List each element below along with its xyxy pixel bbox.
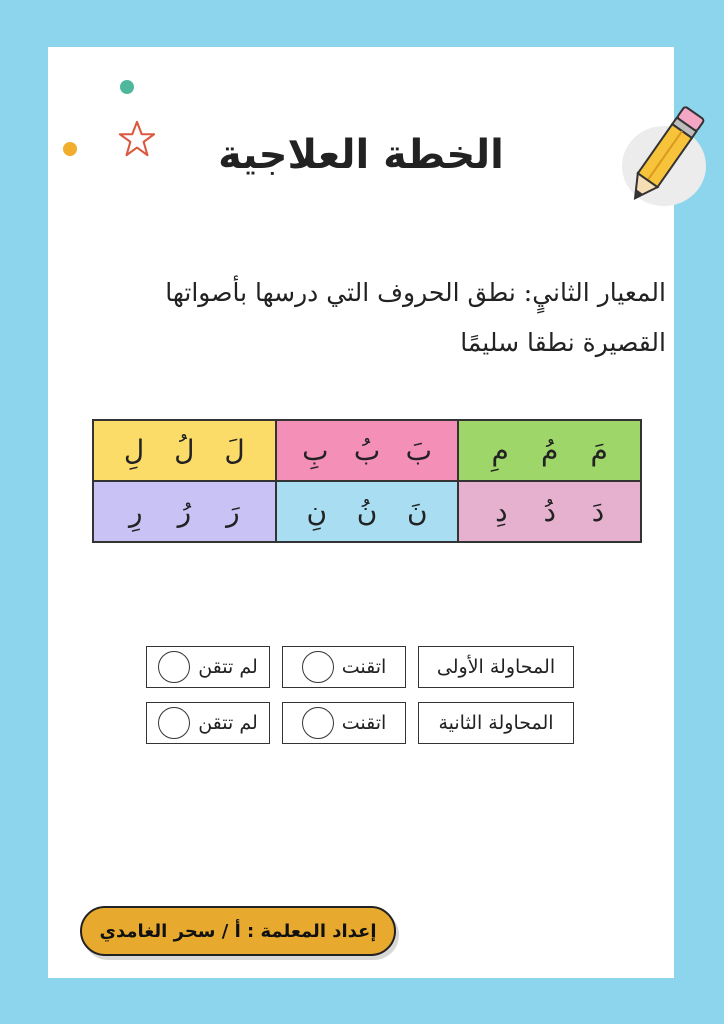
not-mastered-option[interactable] (146, 702, 270, 744)
letter: رِ (129, 495, 143, 528)
attempt-row (144, 702, 574, 744)
criterion-line-2: القصيرة نطقا سليمًا (460, 328, 666, 357)
letter: بَ (405, 434, 432, 467)
letter: بُ (353, 434, 381, 467)
mastered-checkbox[interactable] (302, 651, 334, 683)
letter: بِ (302, 434, 329, 467)
letter-cell (93, 420, 276, 481)
letter: نَ (407, 495, 428, 528)
not-mastered-option[interactable] (146, 646, 270, 688)
not-mastered-checkbox[interactable] (158, 707, 190, 739)
option-label: لم تتقن (198, 656, 258, 678)
teacher-credit-badge: إعداد المعلمة : أ / سحر الغامدي (80, 906, 396, 956)
option-label: اتقنت (341, 656, 387, 678)
criterion-text (100, 268, 666, 368)
letter: لَ (224, 434, 245, 467)
letter: لِ (123, 434, 145, 467)
letter-cell (458, 420, 641, 481)
letter-cell (276, 481, 459, 542)
letter: مَ (590, 434, 608, 467)
letter: دَ (591, 495, 605, 528)
mastered-option[interactable] (282, 646, 406, 688)
letter: نِ (306, 495, 328, 528)
mastered-checkbox[interactable] (302, 707, 334, 739)
criterion-line-1: المعيار الثانيٍ: نطق الحروف التي درسها بأصواتها (165, 278, 666, 307)
letter: لُ (174, 434, 195, 467)
letter: نُ (356, 495, 378, 528)
letters-table (92, 419, 642, 543)
page-title: الخطة العلاجية (218, 132, 504, 178)
letter: رَ (226, 495, 240, 528)
attempt-label: المحاولة الثانية (418, 702, 574, 744)
attempt-label: المحاولة الأولى (418, 646, 574, 688)
mastered-option[interactable] (282, 702, 406, 744)
letter: دِ (495, 495, 508, 528)
attempt-row (144, 646, 574, 688)
attempts-grid (144, 646, 574, 758)
teal-dot-decoration (120, 80, 134, 94)
letter-cell (93, 481, 276, 542)
letter: رُ (177, 495, 192, 528)
letter-cell (276, 420, 459, 481)
option-label: اتقنت (341, 712, 387, 734)
letter: مُ (541, 434, 559, 467)
letter: مِ (491, 434, 509, 467)
letter-cell (458, 481, 641, 542)
letter: دُ (543, 495, 556, 528)
option-label: لم تتقن (198, 712, 258, 734)
not-mastered-checkbox[interactable] (158, 651, 190, 683)
